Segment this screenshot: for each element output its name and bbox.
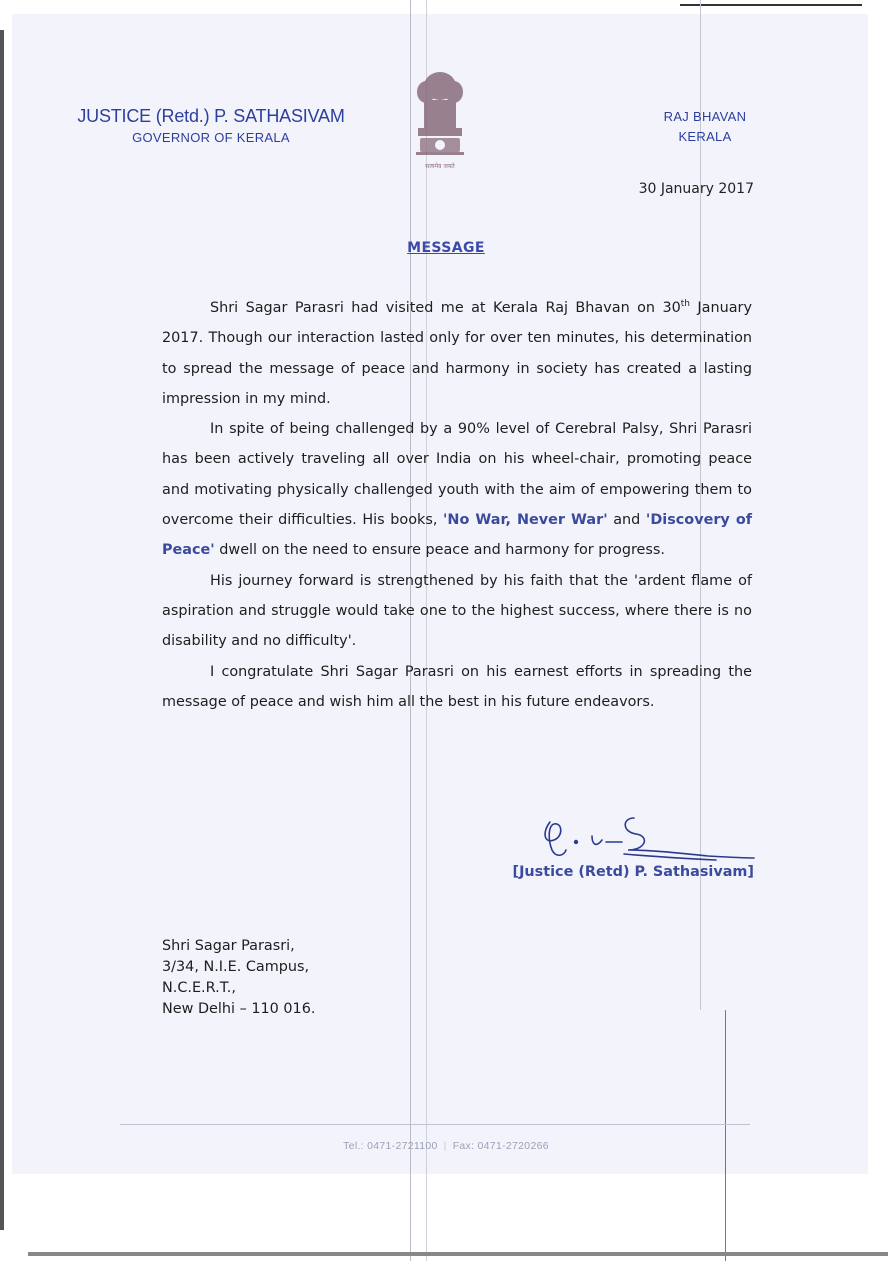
text-run: and xyxy=(607,512,646,529)
address-line: New Delhi – 110 016. xyxy=(162,1001,316,1017)
scan-left-edge xyxy=(0,30,4,1230)
sender-name: JUSTICE (Retd.) P. SATHASIVAM xyxy=(77,106,345,126)
fold-line xyxy=(725,1010,726,1261)
scan-bottom-edge xyxy=(28,1252,888,1256)
text-run: dwell on the need to ensure peace and harmony for progress. xyxy=(214,542,665,559)
text-run: January 2017. Though our interaction lasted only for over ten minutes, his determination to spread the message of peace and harmony in society has created a lasting impression in my mind. xyxy=(162,300,752,407)
address-line: 3/34, N.I.E. Campus, xyxy=(162,959,310,975)
footer-fax: Fax: 0471-2720266 xyxy=(452,1140,549,1152)
paragraph xyxy=(162,293,752,414)
text-run: Shri Sagar Parasri had visited me at Kerala Raj Bhavan on 30 xyxy=(210,300,681,316)
sender-role: GOVERNOR OF KERALA xyxy=(132,130,290,145)
book-title: 'Discovery of Peace' xyxy=(162,512,752,559)
office-line: RAJ BHAVAN xyxy=(663,109,747,124)
letterhead-office xyxy=(640,107,770,147)
footer-divider xyxy=(120,1124,750,1125)
state-emblem-icon xyxy=(404,64,476,176)
recipient-address xyxy=(162,936,315,1020)
letterhead-sender xyxy=(66,106,356,145)
footer-separator: | xyxy=(443,1140,447,1152)
address-line: Shri Sagar Parasri, xyxy=(162,938,295,954)
paragraph: His journey forward is strengthened by his faith that the 'ardent flame of aspiration and struggle would take one to the highest success, where there is no disability and no difficulty'. xyxy=(162,572,752,650)
letter-date: 30 January 2017 xyxy=(638,181,754,197)
office-line: KERALA xyxy=(678,129,732,144)
paragraph xyxy=(162,414,752,565)
message-heading: MESSAGE xyxy=(407,240,485,256)
address-line: N.C.E.R.T., xyxy=(162,980,236,996)
text-run: In spite of being challenged by a 90% level of Cerebral Palsy, Shri Parasri has been actively traveling all over India on his wheel-chair, promoting peace and motivating physically challenged youth with the aim of empowering them to overcome their difficulties. His books, xyxy=(162,421,752,529)
scan-top-edge xyxy=(680,4,862,6)
paragraph: I congratulate Shri Sagar Parasri on his earnest efforts in spreading the message of peace and wish him all the best in his future endeavors. xyxy=(162,663,752,710)
signer-name: [Justice (Retd) P. Sathasivam] xyxy=(512,864,754,880)
footer-tel: Tel.: 0471-2721100 xyxy=(343,1140,438,1152)
book-title: 'No War, Never War' xyxy=(443,512,608,529)
letterhead-footer xyxy=(0,1140,892,1152)
ordinal-suffix: th xyxy=(680,299,691,310)
emblem-motto: सत्यमेव जयते xyxy=(425,163,455,170)
handwritten-signature xyxy=(536,810,756,866)
message-body xyxy=(162,293,752,717)
